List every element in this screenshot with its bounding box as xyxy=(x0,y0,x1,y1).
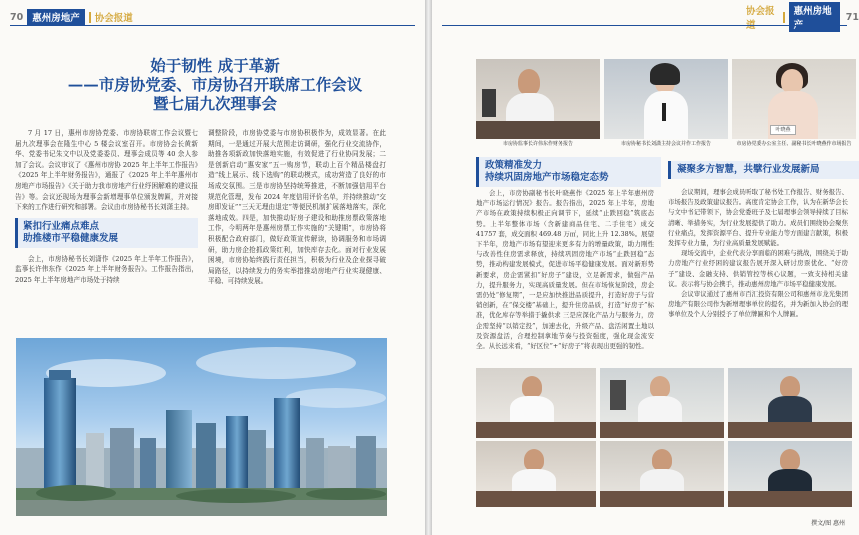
speaker-head xyxy=(781,69,803,93)
meeting-table xyxy=(600,491,724,507)
left-column-2 xyxy=(208,128,386,287)
section1-title-line1: 紧扣行业痛点难点 xyxy=(23,220,100,232)
section3-paragraph-1: 会议期间，理事会成员听取了秘书处工作报告、财务报告、市场报告及政策建议报告。高度肯定协会工作，认为在新华会长与文中书记带领下，协会党委班子及七届理事会领导持续了目标清晰、举措务实，为行业发展提供了助力。成员们围绕协会聚焦行业痛点，发挥资源平台、提升专业能力等方面建言献策，积极发挥专业力量，为行业高质量发展赋能。 xyxy=(668,188,848,248)
magazine-name: 惠州房地产 xyxy=(27,9,85,25)
speaker-blouse xyxy=(644,91,688,139)
intro-paragraph: 7 月 17 日，惠州市房协党委、市房协联席工作会议暨七届九次理事会在隆生中心 5 楼会议室召开。市房协会长黄新华、党委书记朱文中以及党委委员、理事会成员等 40 余人参加了会议。会议审议了《惠州市房协 2025 年上半年工作报告》《2025 年上半年财务报告》，通报了《2025 年上半年惠州市房地产市场报告》《关于助力我市房地产行业纾困解难的建议报告》等。会议还现场为理事会新增理事单位颁发牌匾，并对接下来的工作进行研究和部署。会议由市房协秘书长刘潇主持。 xyxy=(15,129,198,212)
title-line-3: 暨七届九次理事会 xyxy=(152,94,277,113)
section3-title: 凝聚多方智慧，共擘行业发展新局 xyxy=(677,164,820,175)
title-line-1: 始于韧性 成于革新 xyxy=(150,56,280,75)
meeting-table xyxy=(728,422,852,438)
photo-meeting-3 xyxy=(728,368,852,438)
right-column-1 xyxy=(476,188,654,351)
page-gutter xyxy=(425,0,432,535)
section-label: 协会报道 xyxy=(94,13,133,24)
header-divider xyxy=(783,12,785,23)
left-page-header xyxy=(10,9,137,25)
background-person xyxy=(482,89,496,117)
right-page xyxy=(432,0,859,535)
header-rule xyxy=(10,25,415,26)
photo-meeting-6 xyxy=(728,441,852,507)
section2-title-line1: 政策精准发力 xyxy=(485,160,543,171)
meeting-table xyxy=(600,422,724,438)
right-page-header xyxy=(742,6,859,25)
section2-title-line2: 持续巩固房地产市场稳定态势 xyxy=(485,172,609,183)
microphone xyxy=(662,103,666,121)
attendee-head xyxy=(522,376,542,398)
section3-paragraph-2: 现场交流中，企业代表分享面临的困难与挑战，围绕关于助力房地产行业纾困的建议报告展开深入研讨房票优化、“好房子”建设、金融支持、供销管控等核心议题，一致支持相关建议。表示将与协会携手，推动惠州房地产市场平稳健康发展。 xyxy=(668,249,848,288)
section-heading-2 xyxy=(476,157,661,187)
attendee-head xyxy=(780,376,800,398)
photo-meeting-1 xyxy=(476,368,596,438)
section-heading-1 xyxy=(15,218,198,248)
skyline-illustration xyxy=(16,338,387,516)
magazine-name: 惠州房地 xyxy=(789,2,840,32)
meeting-table xyxy=(476,422,596,438)
speaker-head xyxy=(518,69,540,95)
desk xyxy=(476,121,600,139)
title-line-2: ——市房协党委、市房协召开联席工作会议 xyxy=(67,75,363,94)
attendee-head xyxy=(650,376,670,398)
section3-paragraph-3: 会议审议通过了惠州市百汇投资有限公司和惠州市龙光集团房地产有限公司作为新增理事单位的提名，并为新加入协会的理事单位及个人分别授予了单位牌匾和个人牌匾。 xyxy=(668,290,848,319)
photo-meeting-2 xyxy=(600,368,724,438)
background-attendee xyxy=(610,380,626,410)
page-number: 70 xyxy=(10,11,24,23)
name-tag: 叶晓燕 xyxy=(770,125,796,135)
article-title xyxy=(65,56,365,113)
right-column-2 xyxy=(668,187,848,320)
attendee-head xyxy=(780,449,800,471)
section-heading-3 xyxy=(668,161,859,179)
photo-caption-3: 市房协党委办公室主任、副秘书长叶晓燕作市场报告 xyxy=(736,141,852,147)
left-column-1 xyxy=(15,128,198,286)
photo-caption-1: 市房协监事长许伟东作财务报告 xyxy=(502,141,573,147)
meeting-table xyxy=(476,491,596,507)
header-divider xyxy=(89,12,91,23)
photo-credit: 撰文/图 惠州 xyxy=(811,520,845,527)
col2-paragraph: 调整阶段，市房协党委与市房协积极作为，成效显著。在此期间，一是通过开展大范围走访调研，强化行业交流协作，助推各项新政加快落地实施，有效促进了行业协同发展；二是创新启动“惠安家”五一购房节，联动上百个精品楼盘打造“线上展示、线下选购”的联动模式，成功营造了良好的市场成交氛围。三是市房协坚持统筹推进，不断加强信用平台规范化管理，发布 2024 年度信用评价名单，并持续推动“交房即发证”“三天无理由退定”等便民机制扩展落地落实，深化落地成效。四是，加快推动好房子建设和助推房票政策落地工作，今明两年是惠州房票工作实施的“关键期”，市房协将积极配合政府部门，做好政策宣传解读，协调服务和市场调研，助力房企抢抓政策红利，加快库存去化。面对行业发展困境，市房协始终践行责任担当，积极为行业及企业探寻破局路径，以持续发力的务实举措推动房地产行业实现健康、平稳、可持续发展。 xyxy=(208,129,386,286)
photo-secretary-general xyxy=(604,59,728,139)
section2-paragraph: 会上，市房协副秘书长叶晓燕作《2025 年上半年惠州房地产市场运行情况》报告。报告指出，2025 年上半年，房地产市场在政策持续积极正向调节下，延续“止跌回稳”筑底态势。上半年整体市场（含新建商品住宅、二手住宅）成交 41757 套，成交面积 469.48 万㎡，同比上升 12.38%。展望下半年，房地产市场有望迎来更多有力的增量政策，助力刚性与改善性住房需求释放，持续巩固房地产市场“止跌回稳”态势，推动构建发展模式，促进市场平稳健康发展。面对新形势新要求，房企需紧扣“好房子”建设，立足新需求，做强产品力，提升服务力，实现高质量发展。但在市场恢复阶段，房企需仍处“修复期”，一是应加快推进品质提升，打造好房子与营销创新，在“保交楼”基础上，提升住房品质，打造“好房子”标准，优化库存等举措于撬供求 三是应深化产品力与服务力，房企需坚持“以销定投”，加速去化，升级产品、盘活闲置土地以及资源盘活，合理控制拿地节奏与投资强度，强化现金流安全。从长远来看，“好区位”+“好房子”将表现出更强的韧性。 xyxy=(476,189,654,351)
photo-market-report xyxy=(732,59,856,139)
section1-paragraph: 会上，市房协秘书长刘潇作《2025 年上半年工作报告》，监事长许伟东作《2025 年上半年财务报告》。工作报告指出，2025 年上半年房地产市场处于持续 xyxy=(15,254,198,284)
attendee-head xyxy=(524,449,544,471)
photo-supervisor-report xyxy=(476,59,600,139)
header-rule xyxy=(442,25,847,26)
photo-caption-2: 市房协秘书长刘潇主持会议并作工作报告 xyxy=(620,141,711,147)
city-skyline-photo xyxy=(16,338,387,516)
page-number: 71 xyxy=(845,11,859,23)
meeting-table xyxy=(728,491,852,507)
section1-title-line2: 助推楼市平稳健康发展 xyxy=(23,232,119,244)
photo-meeting-4 xyxy=(476,441,596,507)
attendee-head xyxy=(652,449,672,471)
section-label: 协会报 xyxy=(746,6,775,17)
left-page xyxy=(0,0,425,535)
photo-meeting-5 xyxy=(600,441,724,507)
speaker-hair xyxy=(650,63,680,85)
